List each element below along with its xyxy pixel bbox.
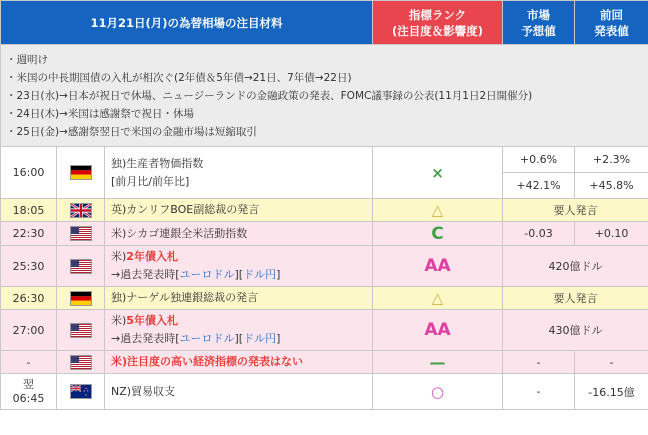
event-name: ナーゲル独連銀総裁の発言 (126, 291, 259, 304)
event-cell: 米)5年債入札 →過去発表時[ユーロドル][ドル円] (105, 310, 373, 351)
germany-flag-icon (70, 291, 92, 306)
previous-cell: +2.3% (575, 147, 648, 173)
time-cell: 22:30 (1, 222, 57, 246)
event-cell (105, 287, 373, 310)
next-day-label: 翌 (23, 377, 34, 391)
previous-cell: - (575, 351, 648, 374)
forecast-cell: - (503, 374, 575, 410)
time-cell: 27:00 (1, 310, 57, 351)
table-header (1, 1, 648, 45)
event-name: カンリフBOE副総裁の発言 (126, 203, 260, 216)
forecast-cell: -0.03 (503, 222, 575, 246)
eurusd-history-link[interactable]: ユーロドル (179, 332, 235, 345)
table-row (1, 199, 648, 222)
us-flag-icon (70, 323, 92, 338)
country-label: 独) (111, 291, 127, 304)
uk-flag-icon (70, 203, 92, 218)
forecast-cell: +42.1% (503, 173, 575, 199)
germany-flag-icon (70, 165, 92, 180)
rank-cell: AA (373, 310, 503, 351)
combined-value-cell: 要人発言 (503, 287, 648, 310)
country-label: 英) (111, 203, 127, 216)
forecast-cell: - (503, 351, 575, 374)
rank-column-header: 指標ランク (注目度＆影響度) (373, 1, 503, 45)
country-label: 米) (111, 355, 128, 368)
event-cell (105, 199, 373, 222)
note-line: ・23日(水)→日本が祝日で休場、ニュージーランドの金融政策の発表、FOMC議事録の公表(11月1日2日開催分) (6, 90, 533, 102)
country-label: 米) (111, 314, 127, 327)
country-label: NZ) (111, 384, 132, 398)
time-cell: 16:00 (1, 147, 57, 199)
rank-cell: ○ (373, 374, 503, 410)
notes-cell (1, 45, 648, 147)
note-line: ・25日(金)→感謝祭翌日で米国の金融市場は短縮取引 (6, 126, 257, 138)
event-name: 2年債入札 (126, 250, 178, 263)
table-row (1, 374, 648, 410)
time-cell: 18:05 (1, 199, 57, 222)
rank-cell: AA (373, 246, 503, 287)
eurusd-history-link[interactable]: ユーロドル (179, 268, 235, 281)
note-line: ・米国の中長期国債の入札が相次ぐ(2年債＆5年債→21日、7年債→22日) (6, 72, 352, 84)
combined-value-cell: 要人発言 (503, 199, 648, 222)
country-label: 米) (111, 226, 127, 240)
table-row (1, 351, 648, 374)
event-cell (105, 222, 373, 246)
us-flag-icon (70, 259, 92, 274)
combined-value-cell: 420億ドル (503, 246, 648, 287)
nz-flag-icon (70, 384, 92, 399)
time-cell: 25:30 (1, 246, 57, 287)
event-cell: 米)2年債入札 →過去発表時[ユーロドル][ドル円] (105, 246, 373, 287)
forecast-column-header: 市場 予想値 (503, 1, 575, 45)
event-sub: [前月比/前年比] (111, 174, 190, 188)
event-cell (105, 351, 373, 374)
usdjpy-history-link[interactable]: ドル円 (243, 268, 277, 281)
note-line: ・週明け (6, 54, 48, 66)
forecast-cell: +0.6% (503, 147, 575, 173)
us-flag-icon (70, 355, 92, 370)
table-row (1, 246, 648, 287)
combined-value-cell: 430億ドル (503, 310, 648, 351)
time-cell: - (1, 351, 57, 374)
event-cell (105, 147, 373, 199)
country-label: 独) (111, 156, 127, 170)
table-row (1, 310, 648, 351)
event-name: 貿易収支 (131, 384, 176, 398)
event-name: シカゴ連銀全米活動指数 (126, 226, 248, 240)
rank-cell: △ (373, 287, 503, 310)
event-cell (105, 374, 373, 410)
time-cell: 翌 06:45 (1, 374, 57, 410)
note-line: ・24日(木)→米国は感謝祭で祝日・休場 (6, 108, 194, 120)
previous-cell: +0.10 (575, 222, 648, 246)
country-label: 米) (111, 250, 127, 263)
page-title: 11月21日(月)の為替相場の注目材料 (1, 1, 373, 45)
rank-cell: — (373, 351, 503, 374)
previous-cell: +45.8% (575, 173, 648, 199)
time-cell: 26:30 (1, 287, 57, 310)
usdjpy-history-link[interactable]: ドル円 (243, 332, 277, 345)
us-flag-icon (70, 226, 92, 241)
table-row (1, 147, 648, 173)
event-name: 生産者物価指数 (126, 156, 204, 170)
previous-column-header: 前回 発表値 (575, 1, 648, 45)
event-name: 5年債入札 (126, 314, 178, 327)
previous-cell: -16.15億 (575, 374, 648, 410)
rank-cell: × (373, 147, 503, 199)
rank-cell: C (373, 222, 503, 246)
event-name: 注目度の高い経済指標の発表はない (127, 355, 304, 368)
rank-cell: △ (373, 199, 503, 222)
table-row (1, 287, 648, 310)
table-row (1, 222, 648, 246)
notes-row (1, 45, 648, 147)
